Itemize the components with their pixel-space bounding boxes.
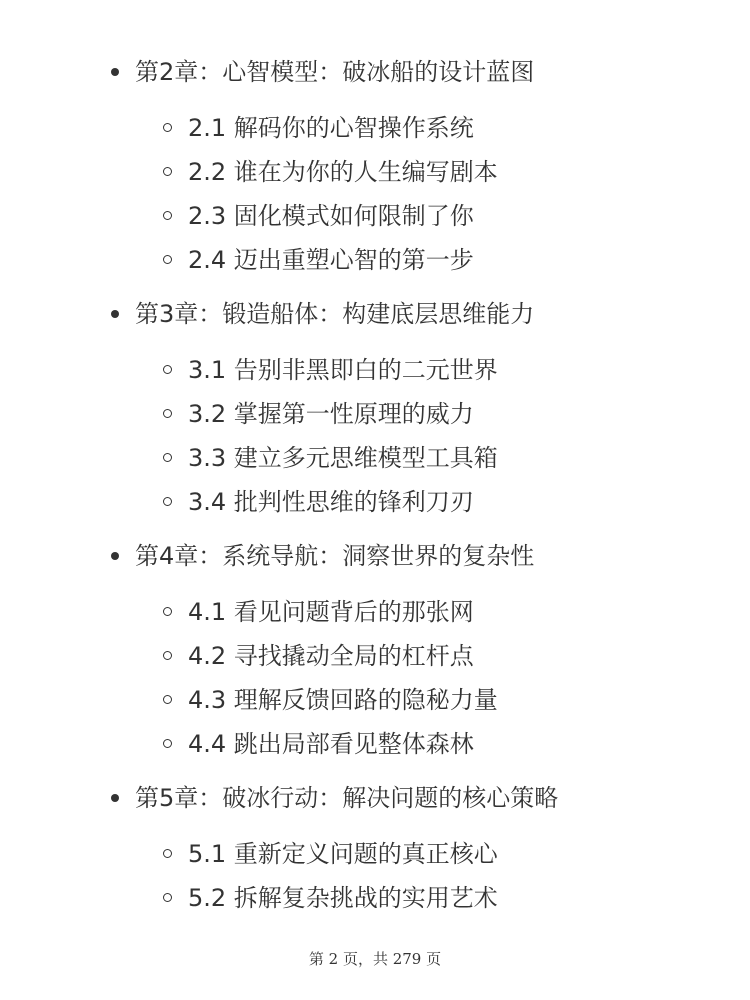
circle-bullet-icon [163,365,172,374]
chapter-item [0,534,750,766]
chapter-title [0,292,750,336]
circle-bullet-icon [163,453,172,462]
table-of-contents [0,50,750,930]
section-item [0,106,750,150]
section-text: 2.1 解码你的心智操作系统 [188,114,474,142]
section-item [0,392,750,436]
section-list [0,832,750,920]
section-text: 2.4 迈出重塑心智的第一步 [188,246,474,274]
chapter-title [0,776,750,820]
chapter-title-text: 第4章：系统导航：洞察世界的复杂性 [135,542,535,570]
section-item [0,590,750,634]
page-number-text: 第 2 页，共 279 页 [308,950,442,968]
circle-bullet-icon [163,849,172,858]
section-list [0,106,750,282]
section-item [0,150,750,194]
chapter-title [0,534,750,578]
section-list [0,590,750,766]
chapter-item [0,50,750,282]
section-item [0,238,750,282]
section-item [0,194,750,238]
section-text: 4.3 理解反馈回路的隐秘力量 [188,686,498,714]
page-footer [0,948,750,969]
circle-bullet-icon [163,695,172,704]
section-text: 5.1 重新定义问题的真正核心 [188,840,498,868]
section-text: 3.2 掌握第一性原理的威力 [188,400,474,428]
section-text: 4.2 寻找撬动全局的杠杆点 [188,642,474,670]
disc-bullet-icon [111,794,119,802]
chapter-title-text: 第2章：心智模型：破冰船的设计蓝图 [135,58,535,86]
section-text: 4.4 跳出局部看见整体森林 [188,730,474,758]
circle-bullet-icon [163,211,172,220]
section-text: 3.4 批判性思维的锋利刀刃 [188,488,474,516]
chapter-title-text: 第5章：破冰行动：解决问题的核心策略 [135,784,559,812]
section-text: 2.3 固化模式如何限制了你 [188,202,474,230]
section-text: 2.2 谁在为你的人生编写剧本 [188,158,498,186]
circle-bullet-icon [163,167,172,176]
section-item [0,480,750,524]
circle-bullet-icon [163,739,172,748]
section-item [0,678,750,722]
section-item [0,876,750,920]
section-text: 5.2 拆解复杂挑战的实用艺术 [188,884,498,912]
section-list [0,348,750,524]
disc-bullet-icon [111,310,119,318]
chapter-title-text: 第3章：锻造船体：构建底层思维能力 [135,300,535,328]
disc-bullet-icon [111,552,119,560]
section-item [0,436,750,480]
section-text: 3.3 建立多元思维模型工具箱 [188,444,498,472]
disc-bullet-icon [111,68,119,76]
section-item [0,348,750,392]
circle-bullet-icon [163,409,172,418]
chapter-item [0,776,750,920]
circle-bullet-icon [163,497,172,506]
section-text: 3.1 告别非黑即白的二元世界 [188,356,498,384]
circle-bullet-icon [163,123,172,132]
circle-bullet-icon [163,255,172,264]
circle-bullet-icon [163,607,172,616]
section-item [0,832,750,876]
chapter-title [0,50,750,94]
section-text: 4.1 看见问题背后的那张网 [188,598,474,626]
circle-bullet-icon [163,893,172,902]
section-item [0,722,750,766]
circle-bullet-icon [163,651,172,660]
chapter-item [0,292,750,524]
section-item [0,634,750,678]
